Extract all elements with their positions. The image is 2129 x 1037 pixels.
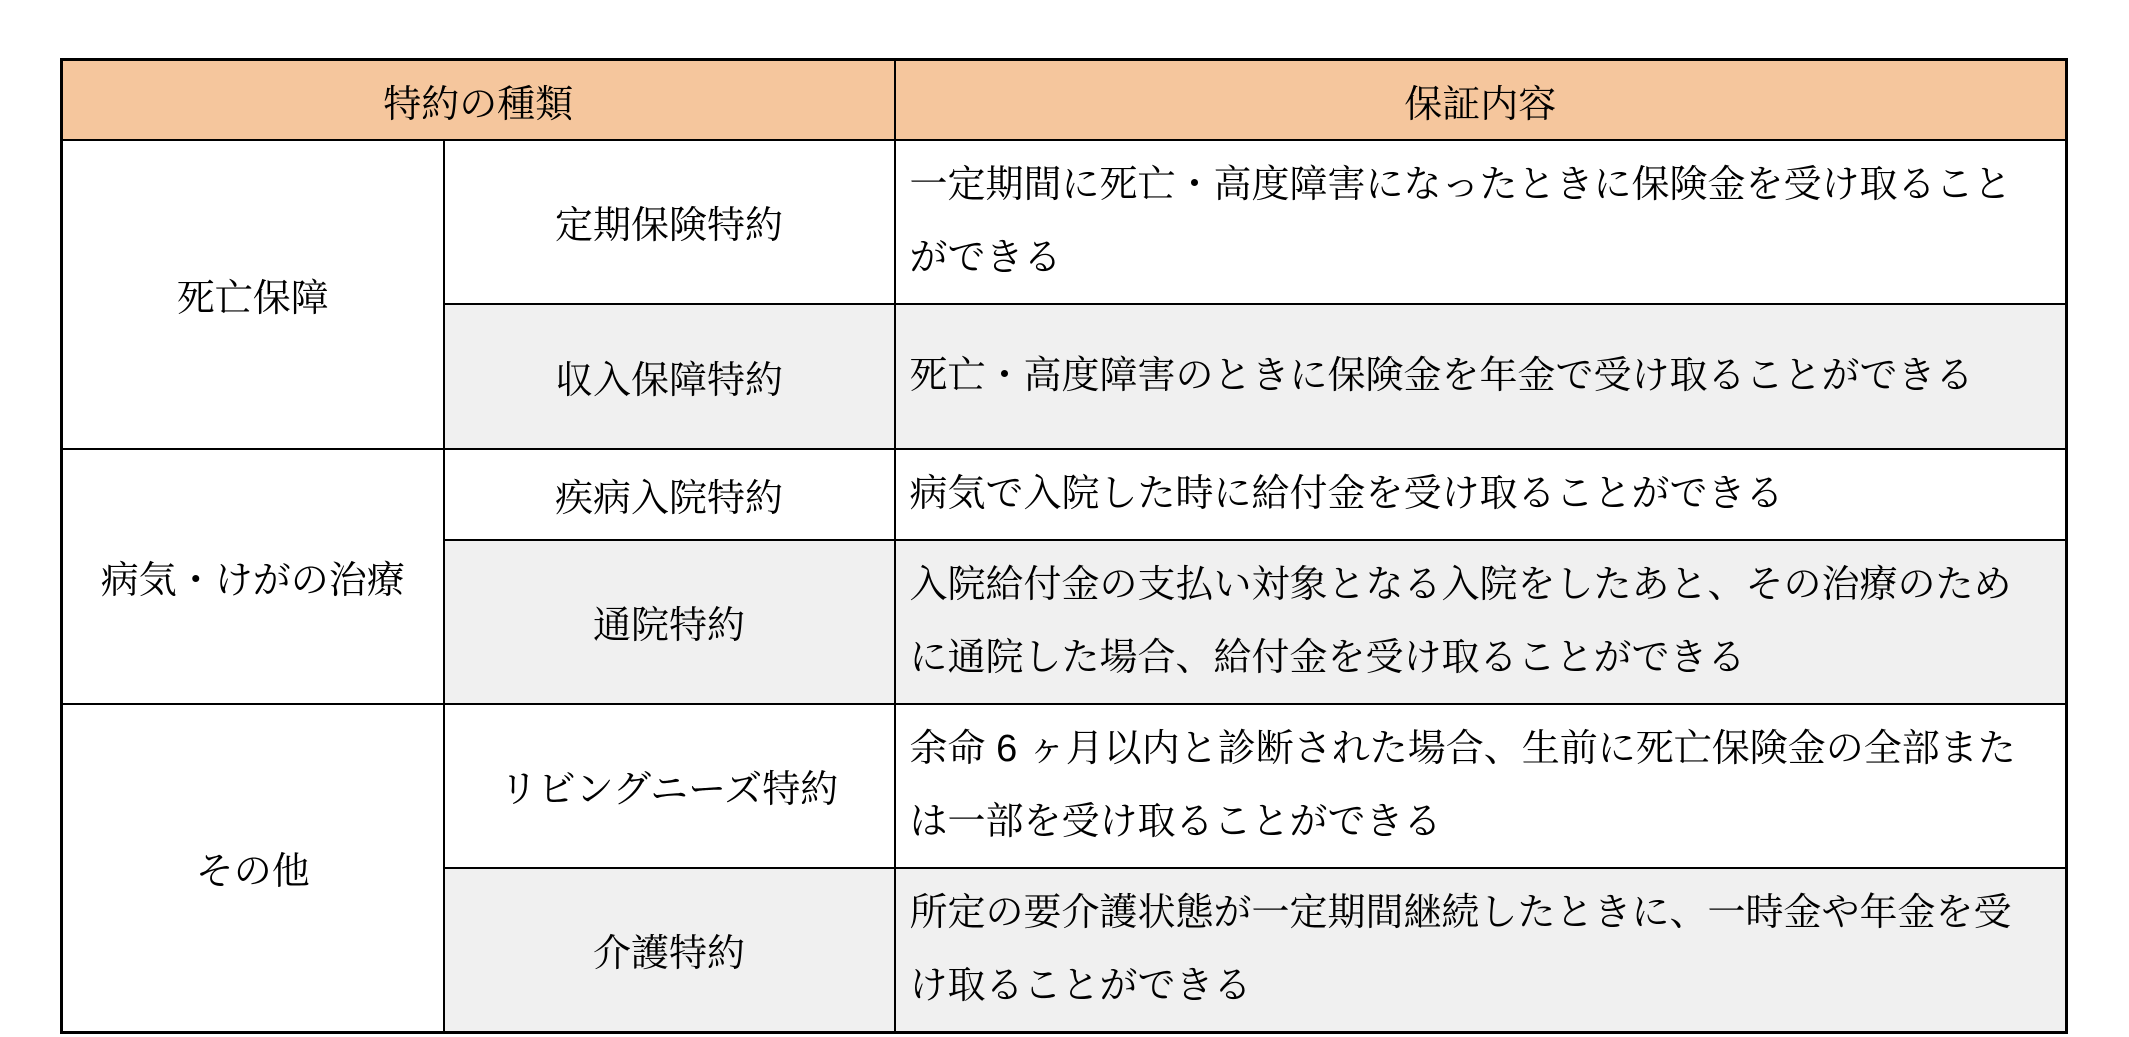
rider-description-term-insurance: 一定期間に死亡・高度障害になったときに保険金を受け取ることができる — [895, 140, 2067, 304]
rider-description-sickness-hospitalization: 病気で入院した時に給付金を受け取ることができる — [895, 449, 2067, 540]
rider-name-nursing-care: 介護特約 — [444, 868, 895, 1032]
rider-name-income-protection: 収入保障特約 — [444, 304, 895, 449]
rider-name-outpatient: 通院特約 — [444, 540, 895, 704]
table-row — [62, 449, 2067, 540]
rider-description-income-protection: 死亡・高度障害のときに保険金を年金で受け取ることができる — [895, 304, 2067, 449]
table-header-row — [62, 60, 2067, 141]
rider-name-term-insurance: 定期保険特約 — [444, 140, 895, 304]
category-sickness-injury-treatment: 病気・けがの治療 — [62, 449, 444, 704]
header-rider-type: 特約の種類 — [62, 60, 895, 141]
rider-name-sickness-hospitalization: 疾病入院特約 — [444, 449, 895, 540]
table-row — [62, 704, 2067, 868]
rider-description-living-needs: 余命 6 ヶ月以内と診断された場合、生前に死亡保険金の全部または一部を受け取ることができる — [895, 704, 2067, 868]
rider-name-living-needs: リビングニーズ特約 — [444, 704, 895, 868]
table-row — [62, 140, 2067, 304]
rider-table — [60, 58, 2068, 1034]
rider-description-outpatient: 入院給付金の支払い対象となる入院をしたあと、その治療のために通院した場合、給付金を受け取ることができる — [895, 540, 2067, 704]
header-coverage: 保証内容 — [895, 60, 2067, 141]
category-death-coverage: 死亡保障 — [62, 140, 444, 449]
rider-description-nursing-care: 所定の要介護状態が一定期間継続したときに、一時金や年金を受け取ることができる — [895, 868, 2067, 1032]
category-other: その他 — [62, 704, 444, 1032]
